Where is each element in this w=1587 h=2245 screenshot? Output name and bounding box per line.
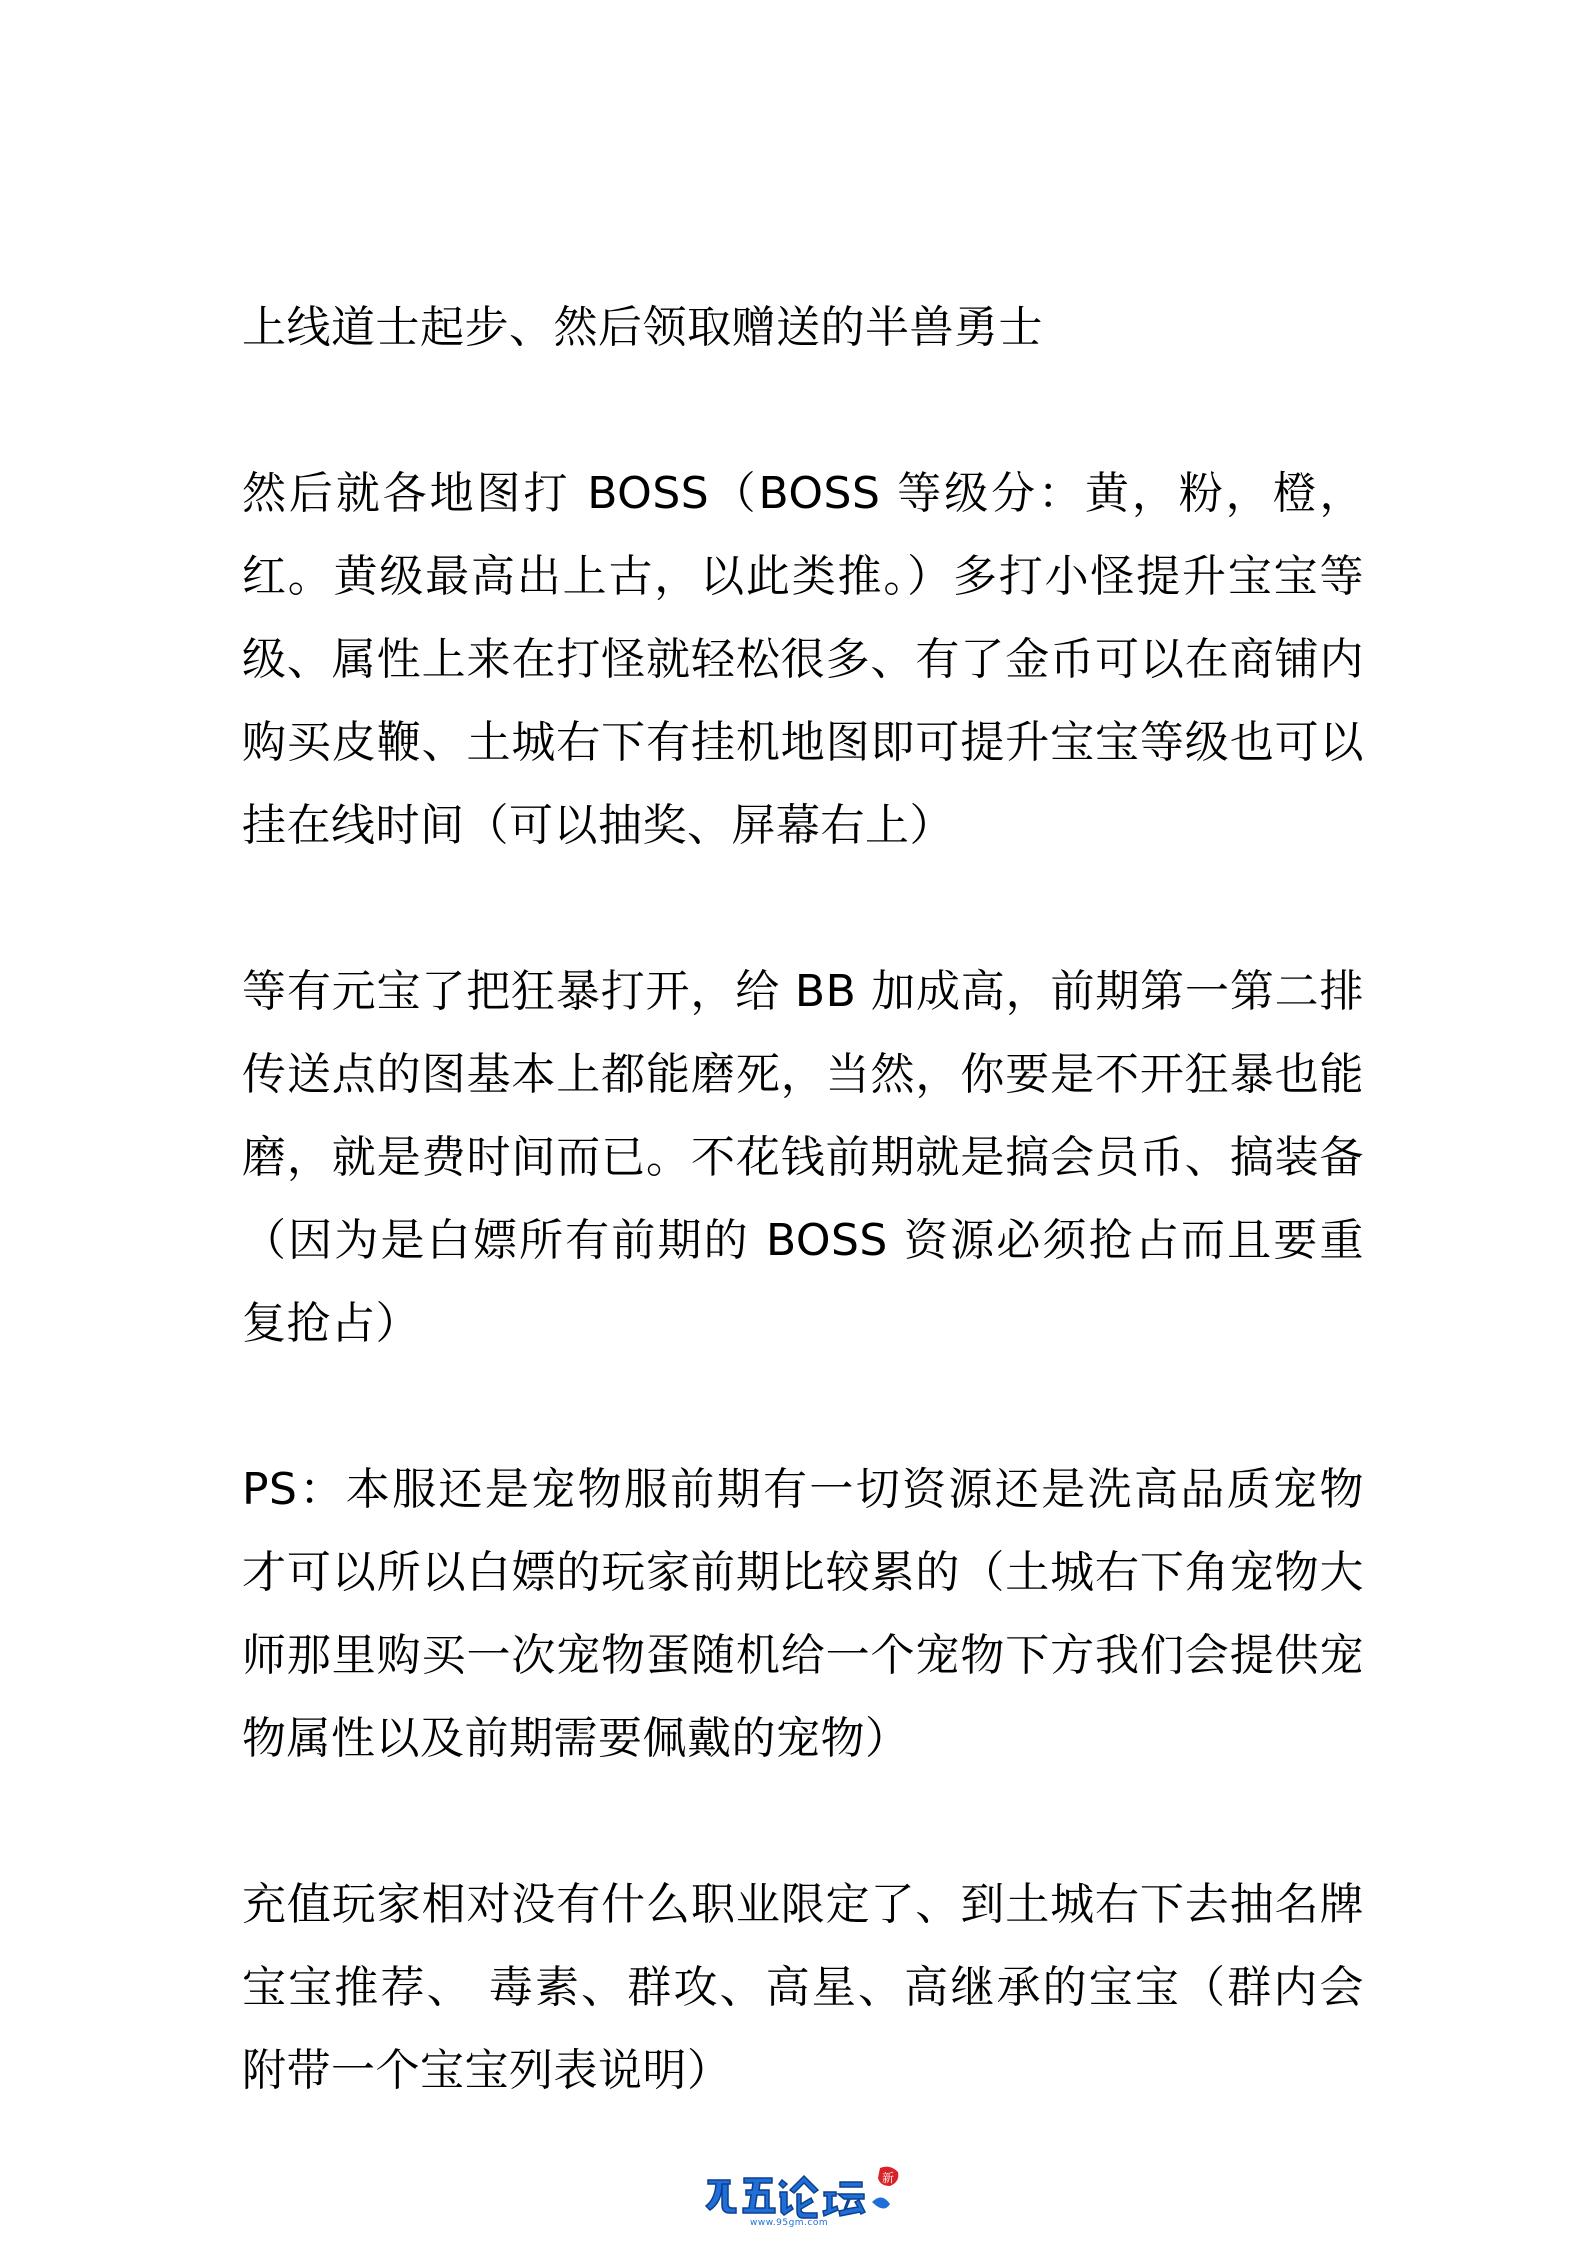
jiuwu-forum-logo-icon <box>700 2162 910 2228</box>
logo-badge-text: 新 <box>882 2171 895 2185</box>
paragraph-2: 然后就各地图打 BOSS（BOSS 等级分：黄，粉，橙，红。黄级最高出上古，以此类推。）多打小怪提升宝宝等级、属性上来在打怪就轻松很多、有了金币可以在商铺内购买皮鞭、土城右下有挂机地图即可提升宝宝等级也可以挂在线时间（可以抽奖、屏幕右上） <box>242 468 1364 851</box>
paragraph-1: 上线道士起步、然后领取赠送的半兽勇士 <box>242 302 1043 353</box>
footer-logo <box>700 2162 910 2228</box>
logo-url-text: www.95gm.com <box>750 2218 829 2228</box>
paragraph-3: 等有元宝了把狂暴打开，给 BB 加成高，前期第一第二排传送点的图基本上都能磨死，当然，你要是不开狂暴也能磨，就是费时间而已。不花钱前期就是搞会员币、搞装备（因为是白嫖所有前期的 BOSS 资源必须抢占而且要重复抢占） <box>242 966 1365 1349</box>
paragraph-4: PS：本服还是宠物服前期有一切资源还是洗高品质宠物才可以所以白嫖的玩家前期比较累的（土城右下角宠物大师那里购买一次宠物蛋随机给一个宠物下方我们会提供宠物属性以及前期需要佩戴的宠物） <box>242 1464 1364 1764</box>
document-body <box>242 286 1364 2195</box>
paragraph-5: 充值玩家相对没有什么职业限定了、到土城右下去抽名牌宝宝推荐、 毒素、群攻、高星、高继承的宝宝（群内会附带一个宝宝列表说明） <box>242 1879 1364 2096</box>
